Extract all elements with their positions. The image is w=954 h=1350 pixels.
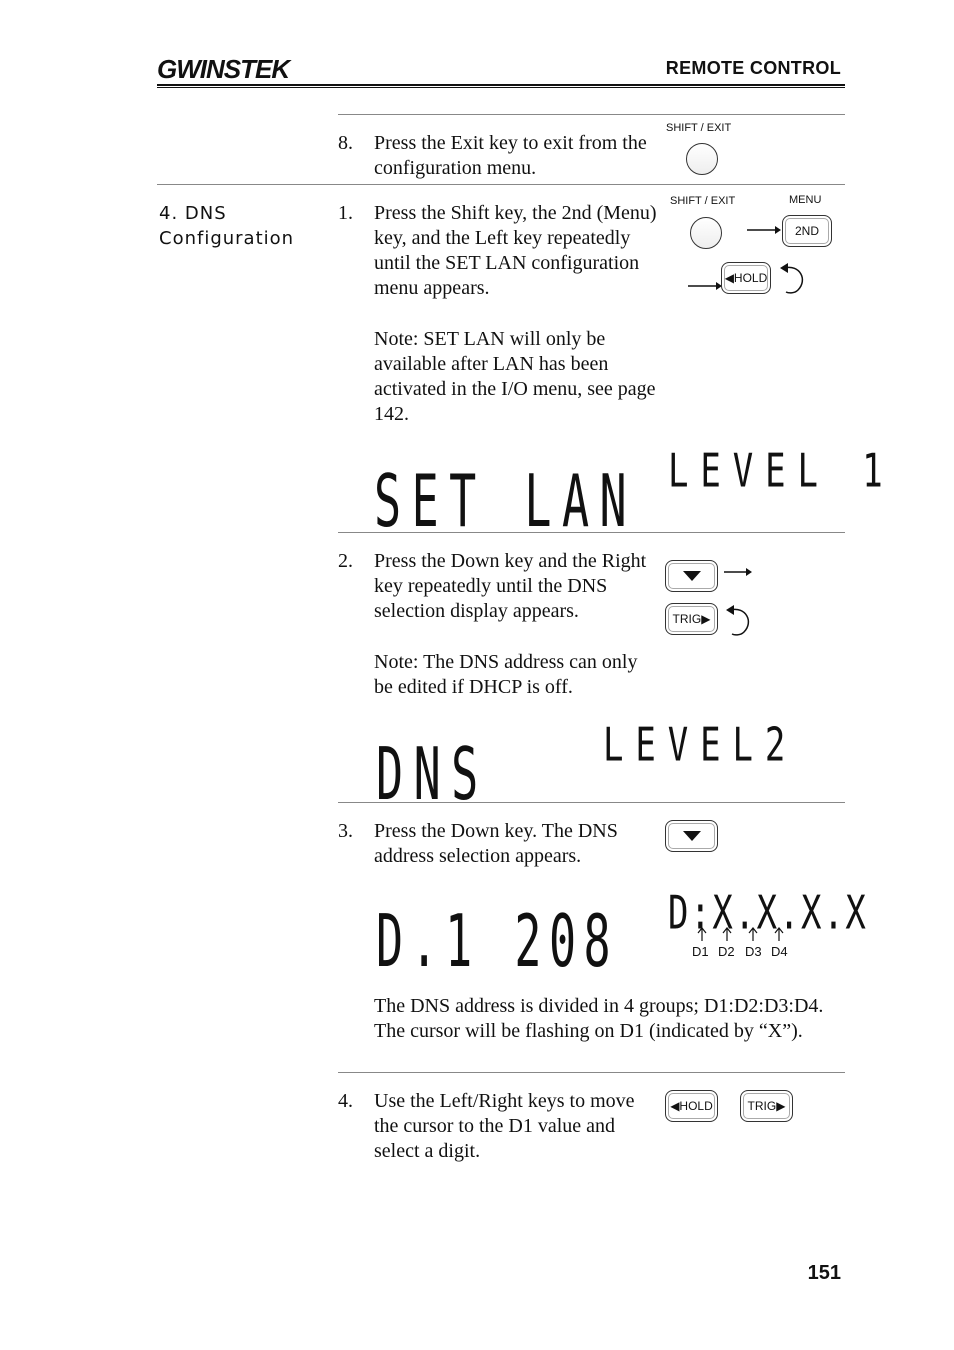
- step-number: 4.: [338, 1090, 353, 1112]
- lcd-d-xxxx: D:X.X.X.X: [668, 887, 868, 940]
- step-note: Note: The DNS address can only be edited if DHCP is off.: [374, 651, 638, 698]
- divider: [157, 184, 845, 185]
- menu-label: MENU: [789, 194, 822, 206]
- gwinstek-logo: GWINSTEK: [157, 54, 290, 84]
- divider: [338, 114, 845, 115]
- arrow-right-icon: [722, 564, 752, 580]
- d4-label: D4: [771, 944, 788, 959]
- down-button[interactable]: [665, 560, 718, 592]
- step-note: Note: SET LAN will only be available after LAN has been activated in the I/O menu, see page 142.: [374, 328, 656, 425]
- 2nd-button[interactable]: 2ND: [782, 215, 832, 247]
- step-number: 1.: [338, 202, 353, 224]
- page-number: 151: [807, 1262, 841, 1284]
- lcd-d1-208: D.1 208: [376, 900, 619, 984]
- d3-label: D3: [745, 944, 762, 959]
- step-text: Use the Left/Right keys to move the cursor to the D1 value and select a digit.: [374, 1090, 635, 1162]
- step-number: 2.: [338, 550, 353, 572]
- d1-label: D1: [692, 944, 709, 959]
- step-text: Press the Exit key to exit from the configuration menu.: [374, 132, 647, 179]
- step-text: Press the Down key and the Right key repeatedly until the DNS selection display appears.: [374, 550, 647, 622]
- repeat-arrow-icon: [724, 602, 754, 638]
- hold-left-button[interactable]: ◀HOLD: [721, 262, 771, 294]
- lcd-dns: DNS: [376, 733, 489, 817]
- step-text: Press the Down key. The DNS address selection appears.: [374, 820, 618, 867]
- shift-exit-label: SHIFT / EXIT: [670, 195, 736, 207]
- hold-left-button[interactable]: ◀HOLD: [665, 1090, 718, 1122]
- step-number: 8.: [338, 132, 353, 154]
- shift-exit-label: SHIFT / EXIT: [666, 122, 732, 134]
- repeat-arrow-icon: [778, 260, 808, 296]
- shift-button[interactable]: [690, 217, 722, 249]
- d2-label: D2: [718, 944, 735, 959]
- divider: [338, 532, 845, 533]
- step-number: 3.: [338, 820, 353, 842]
- pointer-arrows: [694, 925, 794, 943]
- lcd-level2: LEVEL2: [603, 719, 798, 772]
- shift-exit-button[interactable]: [686, 143, 718, 175]
- divider: [338, 1072, 845, 1073]
- header-rule: [157, 84, 845, 88]
- side-heading: 4. DNS Configuration: [159, 203, 295, 249]
- step-note: The DNS address is divided in 4 groups; D1:D2:D3:D4. The cursor will be flashing on D1 (indicated by “X”).: [374, 995, 824, 1042]
- arrow-right-icon: [745, 222, 781, 238]
- divider: [338, 802, 845, 803]
- step-text: Press the Shift key, the 2nd (Menu) key, and the Left key repeatedly until the SET LAN configuration menu appears.: [374, 202, 657, 299]
- section-title: REMOTE CONTROL: [665, 58, 841, 78]
- lcd-level1: LEVEL 1: [668, 445, 895, 498]
- down-button[interactable]: [665, 820, 718, 852]
- trig-right-button[interactable]: TRIG▶: [740, 1090, 793, 1122]
- down-triangle-icon: [683, 571, 701, 581]
- lcd-set-lan: SET LAN: [374, 460, 638, 544]
- down-triangle-icon: [683, 831, 701, 841]
- arrow-right-icon: [686, 278, 722, 294]
- trig-right-button[interactable]: TRIG▶: [665, 603, 718, 635]
